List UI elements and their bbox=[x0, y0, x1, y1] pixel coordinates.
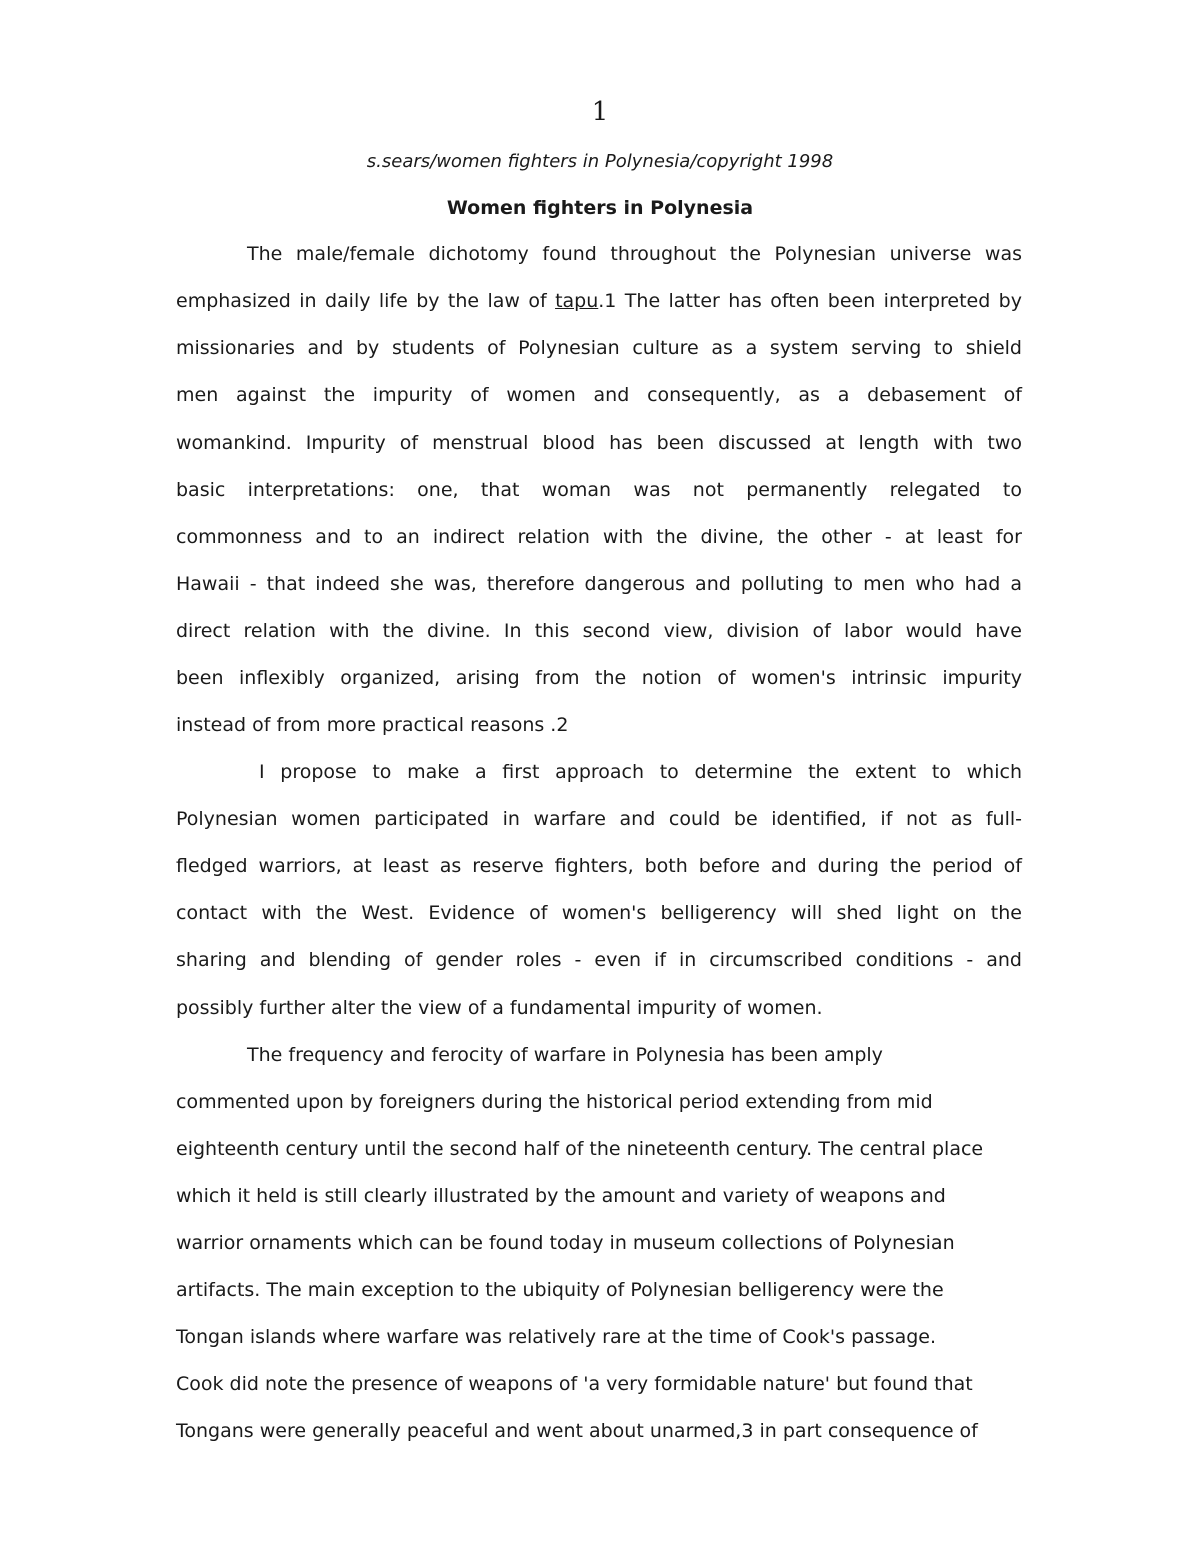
body-line: contact with the West. Evidence of women's belligerency will shed light on the bbox=[176, 902, 1022, 924]
body-line: basic interpretations: one, that woman was not permanently relegated to bbox=[176, 479, 1022, 501]
body-line: Tongan islands where warfare was relatively rare at the time of Cook's passage. bbox=[176, 1326, 937, 1348]
body-line: sharing and blending of gender roles - even if in circumscribed conditions - and bbox=[176, 949, 1022, 971]
body-line: Hawaii - that indeed she was, therefore dangerous and polluting to men who had a bbox=[176, 573, 1022, 595]
body-line: womankind. Impurity of menstrual blood has been discussed at length with two bbox=[176, 432, 1022, 454]
body-line: been inflexibly organized, arising from the notion of women's intrinsic impurity bbox=[176, 667, 1022, 689]
body-line: eighteenth century until the second half of the nineteenth century. The central place bbox=[176, 1138, 984, 1160]
document-title: Women fighters in Polynesia bbox=[446, 197, 754, 219]
page-number: 1 bbox=[591, 97, 609, 127]
running-header: s.sears/women fighters in Polynesia/copyright 1998 bbox=[366, 151, 834, 172]
body-line: Polynesian women participated in warfare and could be identified, if not as full- bbox=[176, 808, 1022, 830]
body-line: which it held is still clearly illustrated by the amount and variety of weapons and bbox=[176, 1185, 946, 1207]
body-line bbox=[176, 286, 1022, 316]
body-line: direct relation with the divine. In this second view, division of labor would have bbox=[176, 620, 1022, 642]
body-line: fledged warriors, at least as reserve fighters, both before and during the period of bbox=[176, 855, 1022, 877]
body-text: .1 The latter has often been interpreted by bbox=[598, 290, 1022, 312]
body-line: possibly further alter the view of a fundamental impurity of women. bbox=[176, 997, 823, 1019]
body-line: I propose to make a first approach to determine the extent to which bbox=[259, 761, 1022, 783]
body-line: men against the impurity of women and consequently, as a debasement of bbox=[176, 384, 1022, 406]
body-text: emphasized in daily life by the law of bbox=[176, 290, 556, 312]
body-line: Tongans were generally peaceful and went about unarmed,3 in part consequence of bbox=[176, 1420, 978, 1442]
body-line: The male/female dichotomy found throughout the Polynesian universe was bbox=[247, 243, 1022, 265]
body-line: The frequency and ferocity of warfare in Polynesia has been amply bbox=[247, 1044, 883, 1066]
body-line: warrior ornaments which can be found today in museum collections of Polynesian bbox=[176, 1232, 955, 1254]
body-line: Cook did note the presence of weapons of 'a very formidable nature' but found that bbox=[176, 1373, 973, 1395]
body-line: commonness and to an indirect relation with the divine, the other - at least for bbox=[176, 526, 1022, 548]
body-line: missionaries and by students of Polynesian culture as a system serving to shield bbox=[176, 337, 1022, 359]
body-line: artifacts. The main exception to the ubiquity of Polynesian belligerency were the bbox=[176, 1279, 944, 1301]
body-line: commented upon by foreigners during the historical period extending from mid bbox=[176, 1091, 933, 1113]
tapu-underlined-term: tapu bbox=[555, 290, 599, 312]
body-line: instead of from more practical reasons .2 bbox=[176, 714, 569, 736]
